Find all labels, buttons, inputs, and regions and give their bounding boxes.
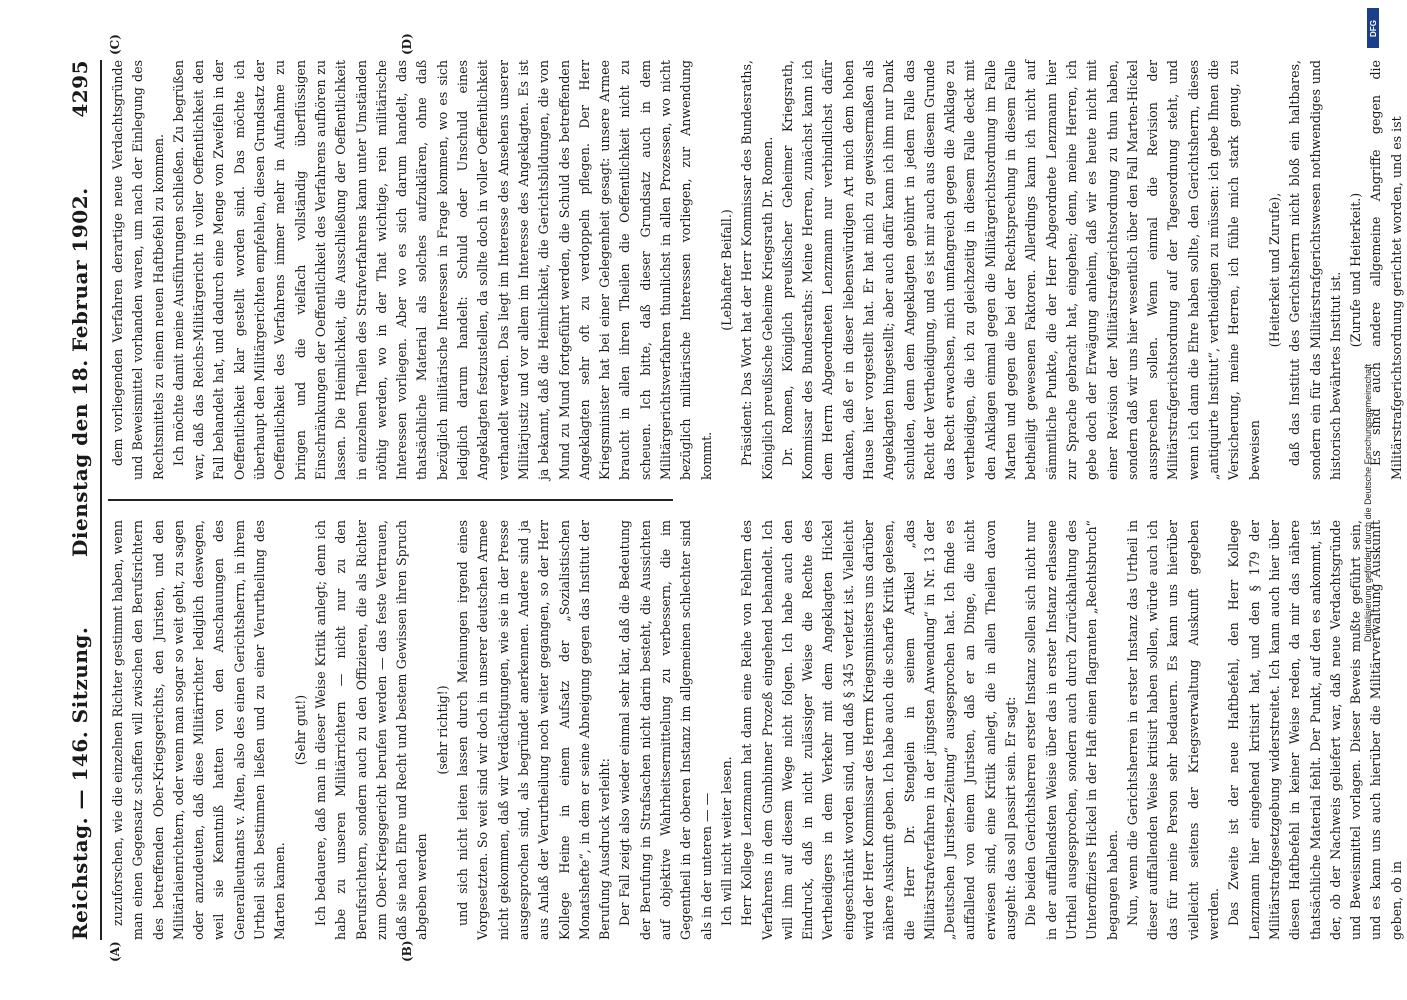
dfg-credit: Digitalisierung gefördert durch die Deutsche Forschungsgemeinschaft (1363, 363, 1373, 642)
interjection: (Zurufe und Heiterkeit.) (1348, 192, 1364, 348)
interjection: (sehr richtig!) (434, 685, 450, 775)
paragraph: daß das Institut des Gerichtsherrn nicht bloß ein haltbares, sondern ein für das Militärstrafgerichtswesen nothwendiges und historisch bewährtes Institut ist. (1287, 60, 1343, 480)
marker-a: (A) (108, 941, 122, 962)
dfg-logo (1367, 8, 1379, 48)
speaker-paragraph: Präsident: Das Wort hat der Herr Kommissar des Bundesraths, Königlich preußische Geheime Kriegsrath Dr. Romen. (739, 60, 775, 480)
paragraph: und sich nicht leiten lassen durch Meinungen irgend eines Vorgesetzten. So weit sind wir doch in unserer deutschen Armee nicht gekommen, daß wir Verdächtigungen, wie sie in der Presse ausgesprochen sind, als begründet anerkennen. Andere sind ja aus Anlaß der Verurtheilung noch weiter gegangen, so der Herr Kollege Heine in einem Aufsatz der „Sozialistischen Monatshefte“, in dem er seine Abneigung gegen das Institut der Berufung Ausdruck verleiht: (455, 520, 613, 940)
paragraph: dem vorliegenden Verfahren derartige neue Verdachtsgründe und Beweismittel vorhanden waren, um nach der Einlegung des Rechtsmittels zu einem neuen Haftbefehl zu kommen. (110, 60, 166, 480)
page-number: 4295 (68, 60, 92, 118)
paragraph: Dr. Romen, Königlich preußischer Geheimer Kriegsrath, Kommissar des Bundesraths: Meine Herren, zunächst kann ich dem Herrn Abgeordneten Lenzmann nur verbindlichst dafür danken, daß er in dieser liebenswürdigen Art mich dem hohen Hause hier vorgestellt hat. Er hat mich zu gewissermaßen als Angeklagten hingestellt; aber auch dafür kann ich ihm nur Dank schulden, denn dem Angeklagten gebührt in jedem Falle das Recht der Vertheidigung, und es ist mir auch aus diesem Grunde das Recht erwachsen, mich umfangreich gegen die Anklage zu vertheidigen, die ich zu gleichzeitig in diesem Falle deckt mit den Anklagen einmal gegen die Militärgerichtsordnung im Falle Marten und gegen die bei der Rechtsprechung in diesem Falle betheiligt gewesenen Faktoren. Allerdings kann ich nicht auf sämmtliche Punkte, die der Herr Abgeordnete Lenzmann hier zur Sprache gebracht hat, eingehen; denn, meine Herren, ich gebe doch der Erwägung anheim, daß wir es heute nicht mit einer Revision der Militärstrafgerichtsordnung zu thun haben, sondern daß wir uns hier wesentlich über den Fall Marten-Hickel aussprechen sollen. Wenn einmal die Revision der Militärstrafgerichtsordnung auf der Tagesordnung steht, und wenn ich dann die Ehre haben sollte, den Gerichtsherrn, dieses „antiquirte Institut“, vertheidigen zu müssen: ich gebe Ihnen die Versicherung, meine Herren, ich fühle mich stark genug, zu beweisen (779, 60, 1262, 480)
paragraph: Ich will nicht weiter lesen. (718, 756, 734, 926)
marker-c: (C) (108, 34, 122, 55)
paragraph: Ich bedauere, daß man in dieser Weise Kritik anlegt; denn ich habe zu unseren Militärrichtern — nicht nur zu den Berufsrichtern, sondern auch zu den Offizieren, die als Richter zum Ober-Kriegsgericht berufen werden — das feste Vertrauen, daß sie nach Ehre und Recht und bestem Gewissen ihren Spruch abgeben werden (312, 520, 430, 940)
marker-d: (D) (400, 33, 414, 55)
quote: Der Fall zeigt also wieder einmal sehr klar, daß die Bedeutung der Berufung in Strafsachen nicht darin besteht, die Aussichten auf objektive Wahrheitsermittelung zu verbessern, die im Gegentheil in der oberen Instanz im allgemeinen schlechter sind als in der unteren — — (617, 520, 714, 940)
paragraph: zuzuforschen, wie die einzelnen Richter gestimmt haben, wenn man einen Gegensatz schaffen will zwischen den Berufsrichtern des betreffenden Ober-Kriegsgerichts, den Juristen, und den Militärlaienrichtern, oder wenn man sogar so weit geht, zu sagen oder anzudeuten, daß diese Militärrichter lediglich deswegen, weil sie Kenntniß hatten von den Anschauungen des Generalleutnants v. Alten, also des einen Gerichtsherrn, in ihrem Urtheil sich bestimmen ließen und zu einer Verurtheilung des Marten kamen. (110, 520, 288, 940)
paragraph: Ich möchte damit meine Ausführungen schließen. Zu begrüßen war, daß das Reichs-Militärgericht in voller Oeffentlichkeit den Fall behandelt hat, und dadurch eine Menge von Zweifeln in der Oeffentlichkeit klar gestellt worden sind. Das möchte ich überhaupt den Militärgerichten empfehlen, diesen Grundsatz der Oeffentlichkeit des Verfahrens immer mehr in Aufnahme zu bringen und die vielfach vollständig überflüssigen Einschränkungen der Oeffentlichkeit des Verfahrens aufhören zu lassen. Die Heimlichkeit, die Ausschließung der Oeffentlichkeit in einzelnen Theilen des Strafverfahrens kann unter Umständen nöthig werden, wo in der That wichtige, rein militärische Interessen vorliegen. Aber wo es sich darum handelt, das thatsächliche Material als solches aufzuklären, ohne daß bezüglich militärische Interessen in Frage kommen, wo es sich lediglich darum handelt: Schuld oder Unschuld eines Angeklagten festzustellen, da sollte doch in voller Oeffentlichkeit verhandelt werden. Das liegt im Interesse des Ansehens unserer Militärjustiz und vor allem im Interesse des Angeklagten. Es ist ja bekannt, daß die Heimlichkeit, die Gerichtsbildungen, die von Mund zu Mund fortgeführt werden, die Schuld des betreffenden Angeklagten sehr oft zu verdoppeln pflegen. Der Herr Kriegsminister hat bei einer Gelegenheit gesagt: unsere Armee braucht in allen ihren Theilen die Oeffentlichkeit nicht zu scheuen. Ich bitte, daß dieser Grundsatz auch in dem Militärgerichtsverfahren thunlichst in allen Prozessen, wo nicht bezüglich militärische Interessen vorliegen, zur Anwendung kommt. (170, 60, 714, 480)
paragraph: Es sind auch andere allgemeine Angriffe gegen die Militärstrafgerichtsordnung gerichtet worden, und es ist (1368, 60, 1404, 480)
quote: Die beiden Gerichtsherren erster Instanz sollen sich nicht nur in der auffallendsten Weise über das in erster Instanz erlassene Urtheil ausgesprochen, sondern auch durch Zurückhaltung des Unteroffiziers Hickel in der Haft einen flagranten „Rechtsbruch“ begangen haben. (1023, 520, 1120, 940)
column-divider (108, 499, 673, 501)
paragraph: Herr Kollege Lenzmann hat dann eine Reihe von Fehlern des Verfahrens in dem Gumbinner Prozeß eingehend behandelt. Ich will ihm auf diesem Wege nicht folgen. Ich habe auch den Eindruck, daß in nicht zulässiger Weise die Rechte des Vertheidigers in dem Verkehr mit dem Angeklagten Hickel eingeschränkt worden sind, und daß § 345 verletzt ist. Vielleicht wird der Herr Kommissar des Herrn Kriegsministers uns darüber nähere Auskunft geben. Ich habe auch die scharfe Kritik gelesen, die Herr Dr. Stenglein in seinem Artikel „das Militärstrafverfahren in der jüngsten Anwendung“ in Nr. 13 der „Deutschen Juristen-Zeitung“ ausgesprochen hat. Ich finde es auffallend von einem Juristen, daß er an Dinge, die nicht erwiesen sind, eine Kritik anlegt, die in allen Theilen davon ausgeht: das soll passirt sein. Er sagt: (739, 520, 1019, 940)
paragraph: Das Zweite ist der neue Haftbefehl, den Herr Kollege Lenzmann hier eingehend kritisirt hat, und den § 179 der Militärstrafgesetzgebung widerstreitet. Ich kann auch hier über diesen Haftbefehl in keiner Weise reden, da mir das nähere thatsächliche Material fehlt. Der Punkt, auf den es ankommt, ist der, ob der Nachweis geliefert war, daß neue Verdachtsgründe und Beweismittel vorlagen. Dieser Beweis mußte geführt sein, und es kann uns auch hierüber die Militärverwaltung Auskunft geben, ob in (1226, 520, 1404, 940)
paragraph: Nun, wenn die Gerichtsherren in erster Instanz das Urtheil in dieser auffallenden Weise kritisirt haben sollen, würde auch ich das für meine Person sehr bedauern. Es kann uns hierüber vielleicht seitens der Kriegsverwaltung Auskunft gegeben werden. (1124, 520, 1222, 940)
interjection: (Heiterkeit und Zurufe), (1266, 192, 1282, 348)
dfg-logo-text: DFG (1368, 19, 1378, 37)
page-header (60, 60, 102, 940)
header-left: Reichstag. — 146. Sitzung. (68, 626, 92, 940)
marker-b: (B) (400, 940, 414, 962)
header-date: Dienstag den 18. Februar 1902. (68, 187, 92, 557)
interjection: (Sehr gut!) (292, 694, 308, 766)
interjection: (Lebhafter Beifall.) (718, 209, 734, 331)
left-column (108, 520, 1404, 940)
right-column (108, 60, 1404, 480)
